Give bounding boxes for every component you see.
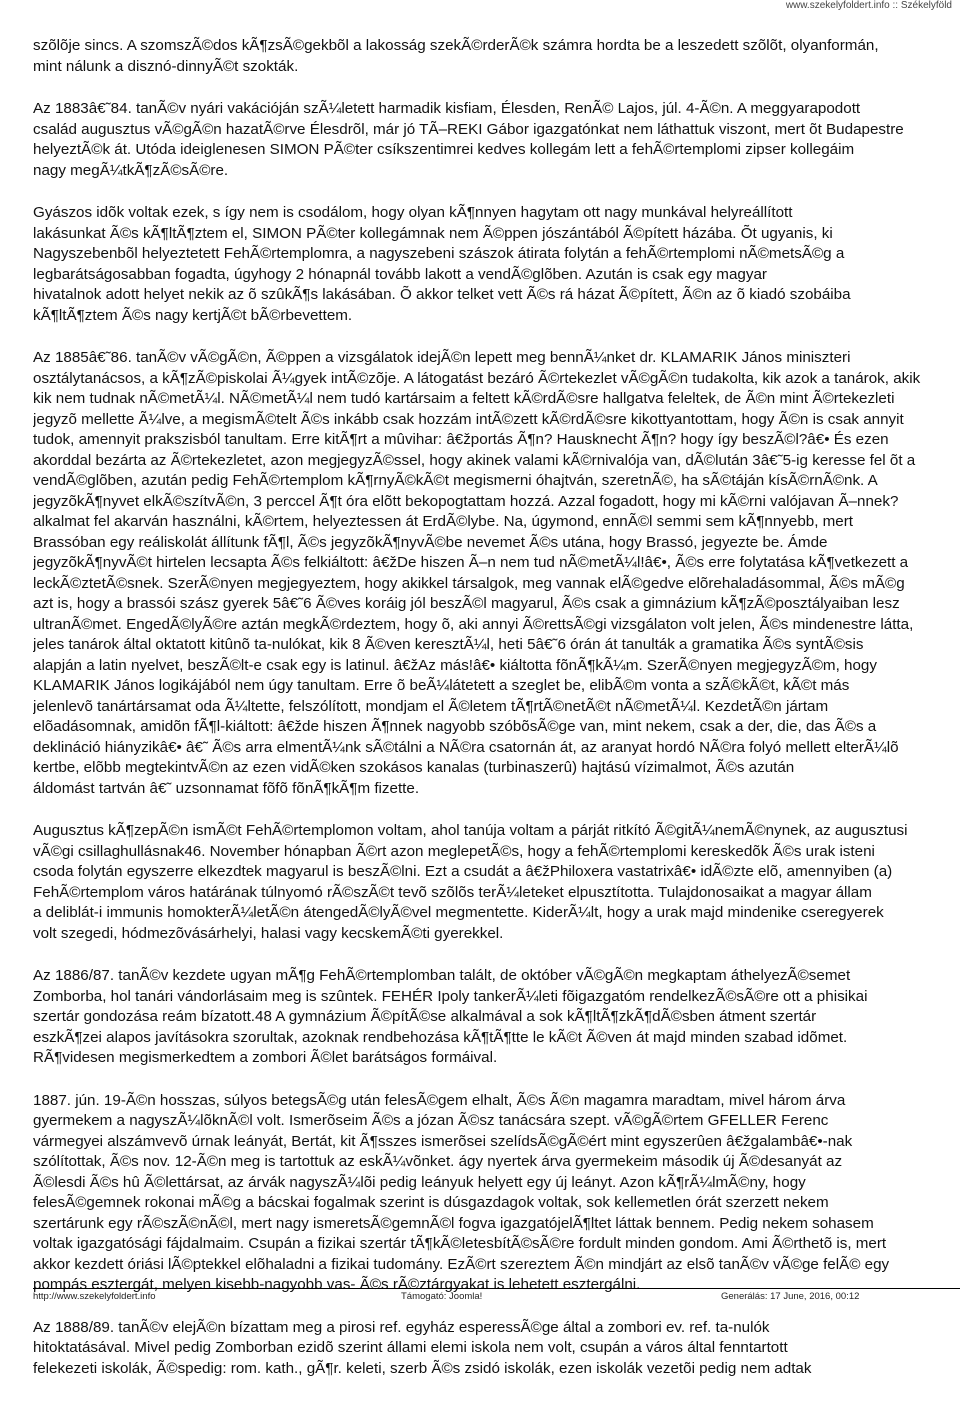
text-line: elõadásomnak, amidõn fÃ¶l-kiáltott: â€žde hiszen Ã¶nnek nagyobb szóbõsÃ©ge van, mint nekem, csak a der, die, das Ã©s a (33, 718, 877, 735)
text-line: hivatalnok adott helyet nekik az õ szûkÃ¶s lakásában. Õ akkor telket vett Ã©s rá házat Ã©pített, Ã©n az õ kiadó szobáiba (33, 286, 851, 303)
text-line: jegyzõkÃ¶nyvet elkÃ©szítvÃ©n, 3 perccel Ã¶t óra elõtt bekopogtattam hozzá. Azzal fogadott, hogy mi kÃ©rni valójavan Ã–nnek? (33, 492, 899, 510)
page-footer (33, 1291, 940, 1303)
text-line: Zomborba, hol tanári vándorlásaim meg is szûntek. FEHÉR Ipoly tankerÃ¼leti fõigazgatóm rendelkezÃ©sÃ©re ott a phisikai (33, 987, 868, 1005)
text-line: felesÃ©gemnek rokonai mÃ©g a bácskai fogalmak szerint is dúsgazdagok voltak, sok kellemetlen órát szerzett nekem (33, 1194, 829, 1211)
text-line: akorddal bezárta az Ã©rtekezletet, azon megjegyzÃ©ssel, hogy akinek valami kÃ©rnivalója van, dÃ©lután 3â€˜5-ig keresse fel õt a (33, 451, 916, 469)
text-line: gyermekem a nagyszÃ¼lõknÃ©l volt. Ismerõseim Ã©s a józan Ã©sz tanácsára szept. vÃ©gÃ©rtem GFELLER Ferenc (33, 1112, 829, 1129)
text-line: áldomást tartván â€˜ uzsonnamat fõfõ fõnÃ¶kÃ¶m fizette. (33, 779, 420, 797)
text-line: jegyzõkÃ¶nyvÃ©t hirtelen lecsapta Ã©s felkiáltott: â€žDe hiszen Ã–n nem tud nÃ©metÃ¼l!â€•, Ã©s erre folytatása kÃ¶vetkezett a (33, 554, 909, 571)
paragraph (33, 203, 960, 326)
paragraph (33, 1318, 960, 1380)
paragraph (33, 966, 960, 1069)
text-line: szertár gondozása reám bízatott.48 A gymnázium Ã©pítÃ©se alkalmával a sok kÃ¶ltÃ¶zkÃ¶dÃ©sben átment szertár (33, 1008, 817, 1025)
text-line: szõlõje sincs. A szomszÃ©dos kÃ¶zsÃ©gekbõl a lakosság szekÃ©rderÃ©k számra hordta be a leszedett szõlõt, olyanformán, (33, 37, 879, 54)
text-line: jelenlevõ tanártársamat oda Ã¼ltette, felszólított, mondjam el Ã©letem tÃ¶rtÃ©netÃ©t nÃ©metÃ¼l. KezdetÃ©n jártam (33, 697, 829, 715)
footer-sponsor: Támogató: Joomla! (401, 1291, 483, 1302)
text-line: Ã©lesdi Ã©s hû Ã©lettársat, az árvák nagyszÃ¼lõi pedig leányuk helyett egy új leányt. Azon kÃ¶rÃ¼lmÃ©ny, hogy (33, 1173, 806, 1191)
text-line: Az 1888/89. tanÃ©v elejÃ©n bízattam meg a pirosi ref. egyház esperessÃ©ge által a zombori ev. ref. ta-nulók (33, 1318, 770, 1336)
text-line: helyeztÃ©k át. Utóda ideiglenesen SIMON PÃ©ter csíkszentimrei kedves kollegám lett a fehÃ©rtemplomi zipser kollegáim (33, 141, 855, 158)
text-line: szertárunk egy rÃ©szÃ©nÃ©l, mert nagy ismeretsÃ©gemnÃ©l fogva igazgatójelÃ¶ltet láttak bennem. Pedig nekem sohasem (33, 1214, 874, 1232)
paragraph (33, 99, 960, 181)
text-line: vÃ©gi csillaghullásnak46. November hónapban Ã©rt azon meglepetÃ©s, hogy a fehÃ©rtemplomi kereskedõk Ã©s urak isteni (33, 842, 875, 860)
text-line: Az 1883â€˜84. tanÃ©v nyári vakációján szÃ¼letett harmadik kisfiam, Élesden, RenÃ© Lajos, júl. 4-Ã©n. A meggyarapodott (33, 100, 861, 117)
text-line: tudok, amennyit prakszisból tanultam. Erre kitÃ¶rt a mûvihar: â€žportás Ã¶n? Hausknecht Ã¶n? hogy így beszÃ©l?â€• És ezen (33, 431, 889, 448)
text-line: mint nálunk a disznó-dinnyÃ©t szokták. (33, 57, 299, 75)
text-line: akkor kezdett óriási lÃ©ptekkel elõhaladni a fizikai tudomány. EzÃ©rt szereztem Ã©n mindjárt az elsõ tanÃ©v vÃ©ge felÃ© egy (33, 1255, 890, 1273)
text-line: Augusztus kÃ¶zepÃ©n ismÃ©t FehÃ©rtemplomon voltam, ahol tanúja voltam a párját ritkító Ã©gitÃ¼nemÃ©nynek, az augusztusi (33, 822, 908, 839)
text-line: azt is, hogy a brassói szász gyerek 5â€˜6 Ã©ves koráig jól beszÃ©l magyarul, Ã©s csak a gimnázium kÃ¶zÃ©posztályaiban lesz (33, 595, 900, 612)
text-line: kik nem tudnak nÃ©metÃ¼l. NÃ©metÃ¼l nem tudó kartársaim a feltett kÃ©rdÃ©sre hallgatva feleltek, de Ã©n mint Ã©rtekezleti (33, 390, 895, 407)
text-line: eszkÃ¶zei alapos javításokra szorultak, azoknak rendbehozása kÃ¶tÃ¶tte le kÃ©t Ã©ven át majd minden szabad idõmet. (33, 1028, 848, 1046)
text-line: Nagyszebenbõl helyeztetett FehÃ©rtemplomra, a nagyszebeni szászok átirata folytán a fehÃ©rtemplomi nÃ©metsÃ©g a (33, 245, 845, 262)
text-line: jegyzõ mellette Ã¼lve, a megismÃ©telt Ã©s inkább csak hozzám intÃ©zett kÃ©rdÃ©sre kikottyantottam, hogy Ã©n is csak annyit (33, 410, 904, 428)
text-line: Az 1885â€˜86. tanÃ©v vÃ©gÃ©n, Ã©ppen a vizsgálatok idejÃ©n lepett meg bennÃ¼nket dr. KLAMARIK János miniszteri (33, 349, 851, 366)
text-line: Gyászos idõk voltak ezek, s így nem is csodálom, hogy olyan kÃ¶nnyen hagytam ott nagy munkával helyreállított (33, 204, 793, 221)
text-line: felekezeti iskolák, Ã©spedig: rom. kath., gÃ¶r. keleti, szerb Ã©s zsidó iskolák, ezen iskolák vezetõi pedig nem adtak (33, 1359, 812, 1377)
text-line: szólítottak, Ã©s nov. 12-Ã©n meg is tartottuk az eskÃ¼võnket. ágy nyertek árva gyermekeim második új Ã©desanyát az (33, 1153, 843, 1170)
paragraph (33, 348, 960, 799)
paragraph (33, 821, 960, 944)
text-line: legbarátságosabban fogadta, úgyhogy 2 hónapnál tovább lakott a vendÃ©glõben. Azután is csak egy magyar (33, 265, 767, 283)
footer-site-url[interactable]: http://www.szekelyfoldert.info (33, 1291, 156, 1302)
text-line: leckÃ©ztetÃ©snek. SzerÃ©nyen megjegyeztem, hogy akikkel társalgok, meg vannak elÃ©gedve elõrehaladásommal, Ã©s mÃ©g (33, 574, 905, 592)
text-line: Brassóban egy reáliskolát állítunk fÃ¶l, Ã©s jegyzõkÃ¶nyvÃ©be nevemet Ã©s utána, hogy Brassó, jegyezte be. Ámde (33, 533, 828, 551)
text-line: FehÃ©rtemplom város határának túlnyomó rÃ©szÃ©t tevõ szõlõs terÃ¼leteket elpusztította. Tulajdonosaikat a magyar állam (33, 883, 872, 901)
text-line: 1887. jún. 19-Ã©n hosszas, súlyos betegsÃ©g után felesÃ©gem elhalt, Ã©s Ã©n magamra maradtam, mivel három árva (33, 1091, 846, 1109)
text-line: voltak igazgatósági fájdalmaim. Csupán a fizikai szertár tÃ¶kÃ©letesbítÃ©sÃ©re fordult minden gondom. Ami Ã©rthetõ is, mert (33, 1235, 887, 1252)
text-line: vendÃ©glõben, azután pedig FehÃ©rtemplom kÃ¶rnyÃ©kÃ©t megismerni óhajtván, szeretnÃ©, ha sÃ©táján kísÃ©rnÃ©nk. A (33, 472, 878, 489)
text-line: nagy megÃ¼tkÃ¶zÃ©sÃ©re. (33, 161, 229, 179)
paragraph (33, 1091, 960, 1296)
footer-generated: Generálás: 17 June, 2016, 00:12 (721, 1291, 860, 1302)
document-body (33, 36, 960, 1401)
text-line: csoda folytán egyszerre elkezdtek magyarul is beszÃ©lni. Ezt a csudát a â€žPhiloxera vastatrixâ€• idÃ©zte elõ, amennyiben (a) (33, 863, 893, 880)
text-line: család augusztus vÃ©gÃ©n hazatÃ©rve Élesdrõl, már jó TÃ–REKI Gábor igazgatónkat nem láthattuk viszont, mert õt Budapestre (33, 120, 904, 138)
text-line: RÃ¶videsen megismerkedtem a zombori Ã©let barátságos formáival. (33, 1049, 498, 1066)
text-line: volt szegedi, hódmezõvásárhelyi, halasi vagy kecskemÃ©ti gyerekkel. (33, 924, 504, 942)
text-line: jeles tanárok által oktatott kitûnõ ta-nulókat, kik 8 Ã©ven keresztÃ¼l, heti 5â€˜6 órán át tanulták a gramatika Ã©s syntÃ©sis (33, 636, 864, 653)
text-line: pompás esztergát, melyen kisebb-nagyobb vas- Ã©s rÃ©ztárgyakat is lehetett esztergálni. (33, 1276, 641, 1293)
text-line: kertbe, elõbb megtekintvÃ©n az ezen vidÃ©ken szokásos kanalas (turbinaszerû) hajtású vízimalmot, Ã©s azután (33, 759, 795, 776)
text-line: osztálytanácsos, a kÃ¶zÃ©piskolai Ã¼gyek intÃ©zõje. A látogatást bezáró Ã©rtekezlet vÃ©gÃ©n tudakolta, kik azok a tanárok, akik (33, 369, 921, 387)
text-line: lakásunkat Ã©s kÃ¶ltÃ¶ztem el, SIMON PÃ©ter kollegámnak nem Ã©ppen jószántából Ã©pített házába. Õt ugyanis, ki (33, 224, 833, 242)
text-line: a deliblát-i immunis homokterÃ¼letÃ©n átengedÃ©lyÃ©vel megmentette. KiderÃ¼lt, hogy a urak majd mindenike cseregyerek (33, 904, 884, 921)
text-line: Az 1886/87. tanÃ©v kezdete ugyan mÃ¶g FehÃ©rtemplomban talált, de október vÃ©gÃ©n megkaptam áthelyezÃ©semet (33, 967, 851, 984)
text-line: ultranÃ©met. EngedÃ©lyÃ©re aztán megkÃ©rdeztem, hogy õ, aki annyi Ã©rettsÃ©gi vizsgálaton volt jelen, Ã©s mindenestre látta, (33, 615, 914, 633)
site-header: www.szekelyfoldert.info :: Székelyföld (785, 0, 952, 11)
text-line: alkalmat fel akarván használni, kÃ©rtem, helyeztessen át ErdÃ©lybe. Na, úgymond, ennÃ©l semmi sem kÃ¶nnyebb, mert (33, 513, 854, 530)
footer-divider (33, 1288, 960, 1289)
text-line: vármegyei alszámvevõ úrnak leányát, Bertát, kit Ã¶sszes ismerõsei szelídsÃ©gÃ©ért mint egyszerûen â€žgalambâ€•-nak (33, 1132, 853, 1150)
text-line: hitoktatásával. Mivel pedig Zomborban ezidõ szerint állami elemi iskola nem volt, csupán a város által fenntartott (33, 1339, 788, 1356)
text-line: deklináció hiányzikâ€• â€˜ Ã©s arra elmentÃ¼nk sÃ©tálni a NÃ©ra csatornán át, az aranyat hordó NÃ©ra folyó mellett elterÃ¼lõ (33, 738, 899, 756)
text-line: kÃ¶ltÃ¶ztem Ã©s nagy kertjÃ©t bÃ©rbevettem. (33, 306, 353, 324)
text-line: alapján a latin nyelvet, beszÃ©lt-e csak egy is latinul. â€žAz más!â€• kiáltotta fõnÃ¶kÃ¼m. SzerÃ©nyen megjegyzÃ©m, hogy (33, 656, 877, 674)
paragraph (33, 36, 960, 77)
text-line: KLAMARIK János logikájából nem úgy tanultam. Erre õ beÃ¼látetett a szeglet be, elibÃ©m vonta a szÃ©kÃ©t, kÃ©t más (33, 677, 850, 694)
